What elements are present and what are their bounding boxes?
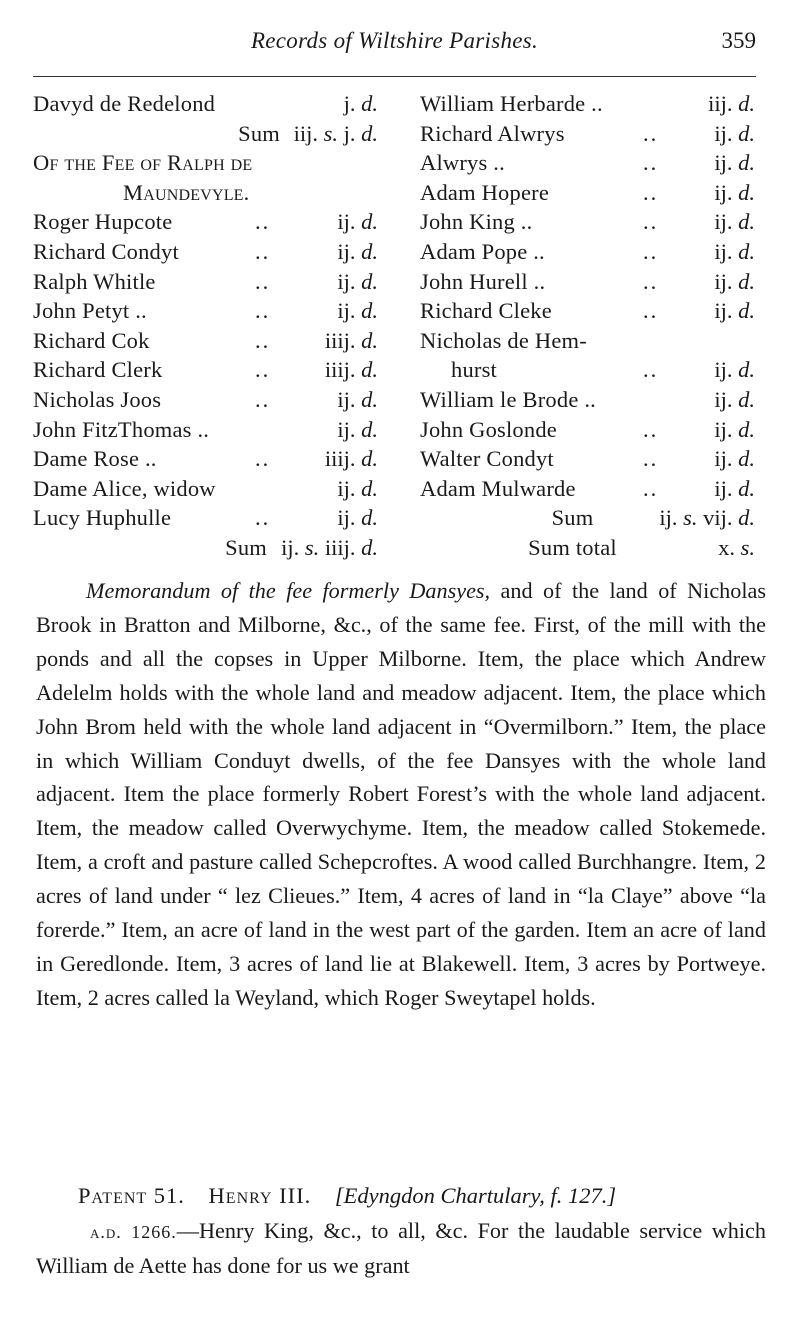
ledger-line [33, 89, 378, 119]
ledger-line [33, 119, 378, 149]
ledger-amount: ij. d. [714, 150, 755, 176]
ledger-amount: ij. d. [714, 386, 755, 412]
ledger-line [33, 474, 378, 504]
memorandum-paragraph [36, 574, 766, 1015]
ledger-name: Sum total [528, 534, 617, 560]
grant-date: a.d. 1266. [90, 1222, 177, 1242]
ledger-line [33, 178, 378, 208]
ledger-name: Richard Cleke [420, 298, 552, 324]
ledger-name: Adam Pope .. [420, 238, 545, 264]
ledger-line [420, 533, 755, 563]
ledger-line [420, 178, 755, 208]
ledger-line [420, 415, 755, 445]
ledger-name: Sum [551, 505, 594, 531]
ledger-amount: ij. d. [337, 209, 378, 235]
ledger-dots: .. [255, 386, 271, 412]
memorandum-text: and of the land of Nicholas Brook in Bratton and Milborne, &c., of the same fee. First, of the mill with the ponds and all the copses in Upper Milborne. Item, the place which Andrew Adelelm holds with the whole land and meadow adjacent. Item, the place which John Brom held with the whole land adjacent in “Overmilborn.” Item, the place in which William Conduyt dwells, of the fee Dansyes with the whole land adjacent. Item the place formerly Robert Forest’s with the whole land adjacent. Item, the meadow called Overwychyme. Item, the meadow called Stokemede. Item, a croft and pasture called Schepcroftes. A wood called Burchhangre. Item, 2 acres of land under “ lez Clieues.” Item, 4 acres of land in “la Claye” above “la forerde.” Item, an acre of land in the west part of the garden. Item an acre of land in Geredlonde. Item, 3 acres of land lie at Blakewell. Item, 3 acres by Portweye. Item, 2 acres called la Weyland, which Roger Sweytapel holds. [36, 578, 766, 1010]
patent-king: Henry III. [208, 1183, 312, 1208]
ledger-name: Dame Alice, widow [33, 475, 216, 501]
ledger-line [420, 444, 755, 474]
ledger-line [33, 237, 378, 267]
ledger-amount: iij. d. [708, 91, 755, 116]
ledger-name: Richard Cok [33, 327, 150, 353]
ledger-name: Lucy Huphulle [33, 505, 172, 531]
ledger-name: Alwrys .. [420, 150, 505, 176]
ledger-name: Dame Rose .. [33, 446, 157, 472]
ledger-line [33, 503, 378, 533]
ledger-amount: ij. d. [714, 179, 755, 205]
ledger-amount: ij. d. [337, 298, 378, 324]
grant-paragraph [36, 1214, 766, 1283]
ledger-line [33, 415, 378, 445]
ledger-line [33, 296, 378, 326]
ledger-name: Sum [238, 120, 280, 146]
ledger-name: Nicholas Joos [33, 386, 162, 412]
ledger-amount: ij. d. [714, 268, 755, 294]
left-column [33, 89, 378, 563]
ledger-name: William Herbarde .. [420, 91, 603, 116]
ledger-dots: .. [643, 357, 659, 383]
ledger-name: John Hurell .. [420, 268, 546, 294]
ledger-amount: ij. d. [337, 386, 378, 412]
ledger-amount: ij. s. iiij. d. [281, 534, 378, 560]
ledger-line [420, 89, 755, 119]
ledger-amount: ij. d. [714, 357, 755, 383]
ledger-line [33, 385, 378, 415]
ledger-name: William le Brode .. [420, 386, 596, 412]
ledger-dots: .. [255, 446, 271, 472]
ledger-line [420, 474, 755, 504]
running-header [33, 28, 756, 58]
ledger-amount: ij. d. [337, 475, 378, 501]
ledger-amount: ij. d. [337, 505, 378, 531]
patent-heading [78, 1179, 634, 1213]
ledger-dots: .. [643, 120, 659, 146]
ledger-dots: .. [643, 268, 659, 294]
ledger-name: Richard Condyt [33, 238, 179, 264]
ledger-name: Adam Hopere [420, 179, 550, 205]
ledger-amount: ij. s. vij. d. [659, 505, 755, 531]
grant-text: —Henry King, &c., to all, &c. For the laudable service which William de Aette has done for us we grant [36, 1218, 766, 1278]
ledger-dots: .. [643, 298, 659, 324]
ledger-line [33, 355, 378, 385]
ledger-line [420, 296, 755, 326]
memorandum-italic-lead: Memorandum of the fee formerly Dansyes, [86, 578, 491, 603]
ledger-amount: ij. d. [714, 209, 755, 235]
right-column [420, 89, 755, 563]
ledger-amount: iiij. d. [324, 327, 378, 353]
ledger-line [420, 326, 755, 356]
ledger-amount: ij. d. [714, 120, 755, 146]
ledger-line [33, 148, 378, 178]
ledger-dots: .. [255, 357, 271, 383]
ledger-name: hurst [451, 357, 497, 383]
ledger-amount: ij. d. [714, 416, 755, 442]
ledger-name: Ralph Whitle [33, 268, 156, 294]
ledger-dots: .. [643, 179, 659, 205]
ledger-dots: .. [255, 209, 271, 235]
ledger-line [420, 119, 755, 149]
ledger-name: Adam Mulwarde [420, 475, 576, 501]
ledger-amount: ij. d. [337, 416, 378, 442]
ledger-line [420, 148, 755, 178]
ledger-amount: j. d. [343, 91, 378, 116]
ledger-line [420, 503, 755, 533]
ledger-dots: .. [255, 268, 271, 294]
ledger-name: Of the Fee of Ralph de [33, 150, 253, 176]
ledger-name: John King .. [420, 209, 533, 235]
ledger-dots: .. [255, 298, 271, 324]
header-rule [33, 76, 756, 77]
ledger-amount: x. s. [718, 534, 755, 560]
ledger-line [33, 207, 378, 237]
ledger-name: Maundevyle. [123, 179, 250, 205]
ledger-amount: ij. d. [337, 238, 378, 264]
ledger-dots: .. [643, 209, 659, 235]
patent-source: [Edyngdon Chartulary, f. 127.] [334, 1183, 617, 1208]
ledger-line [420, 237, 755, 267]
ledger-dots: .. [643, 238, 659, 264]
ledger-name: Roger Hupcote [33, 209, 173, 235]
ledger-name: John Goslonde [420, 416, 557, 442]
ledger-amount: ij. d. [714, 475, 755, 501]
ledger-dots: .. [255, 238, 271, 264]
ledger-name: Richard Clerk [33, 357, 163, 383]
ledger-dots: .. [255, 327, 271, 353]
ledger-line [420, 207, 755, 237]
ledger-name: Sum [225, 534, 267, 560]
ledger-name: John Petyt .. [33, 298, 147, 324]
ledger-amount: ij. d. [337, 268, 378, 294]
ledger-line [33, 444, 378, 474]
ledger-dots: .. [643, 416, 659, 442]
ledger-line [420, 385, 755, 415]
ledger-name: Walter Condyt [420, 446, 554, 472]
patent-label: Patent 51. [78, 1183, 185, 1208]
ledger-name: Davyd de Redelond [33, 91, 216, 116]
page-number: 359 [721, 28, 756, 53]
ledger-amount: ij. d. [714, 446, 755, 472]
ledger-name: Nicholas de Hem- [420, 327, 587, 353]
ledger-dots: .. [643, 150, 659, 176]
ledger-line [420, 355, 755, 385]
ledger-line [33, 267, 378, 297]
ledger-dots: .. [643, 446, 659, 472]
ledger-amount: iiij. d. [324, 446, 378, 472]
ledger-amount: iij. s. j. d. [293, 120, 378, 146]
ledger-line [420, 267, 755, 297]
ledger-name: John FitzThomas .. [33, 416, 210, 442]
ledger-amount: iiij. d. [324, 357, 378, 383]
ledger-dots: .. [643, 475, 659, 501]
ledger-amount: ij. d. [714, 238, 755, 264]
running-title: Records of Wiltshire Parishes. [250, 28, 539, 53]
ledger-name: Richard Alwrys [420, 120, 565, 146]
ledger-line [33, 326, 378, 356]
ledger-line [33, 533, 378, 563]
ledger-amount: ij. d. [714, 298, 755, 324]
ledger-dots: .. [255, 505, 271, 531]
